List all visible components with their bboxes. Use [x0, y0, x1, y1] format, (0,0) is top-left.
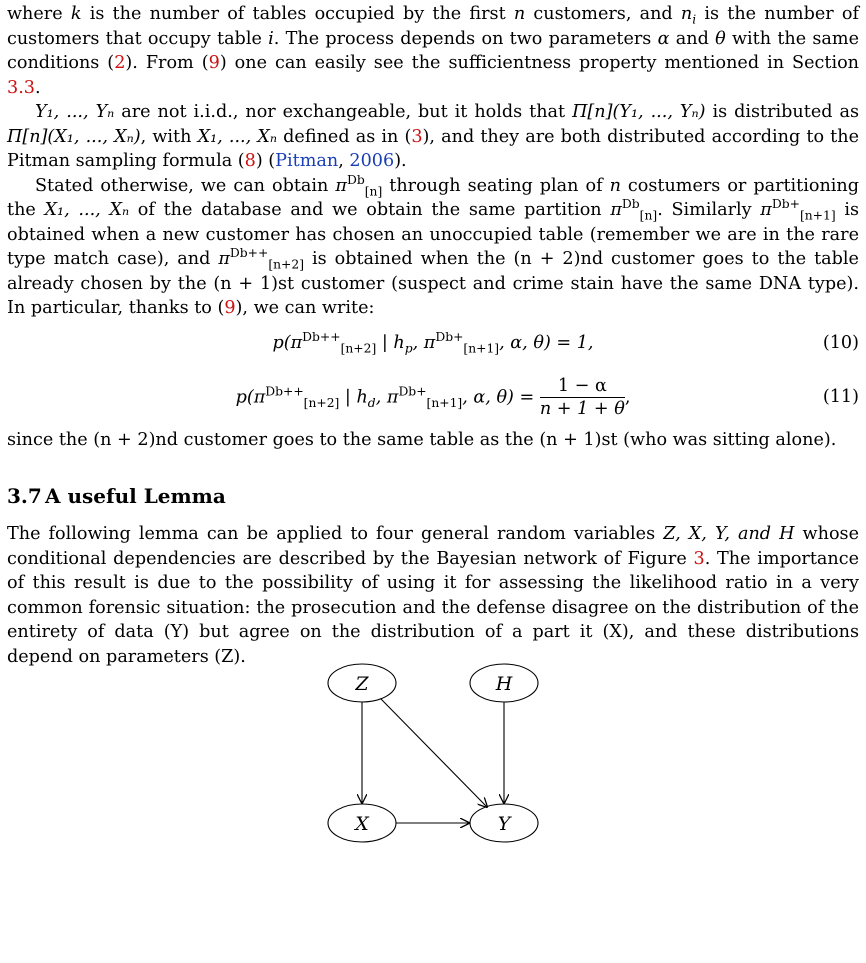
node-Y — [470, 804, 538, 842]
paragraph-4: since the (n + 2)nd customer goes to the same table as the (n + 1)st (who was sitting alone). — [7, 429, 837, 450]
equation-ref-link[interactable]: 3 — [411, 126, 423, 147]
section-number: 3.7 — [7, 484, 42, 508]
paragraph-1: where k is the number of tables occupied by the first n customers, and $n_i$ is the number of customers that occupy table i. The process depends on two parameters α and θ with the same conditions (2). From (9) one can easily see the sufficientness property mentioned in Section 3.3. — [7, 4, 860, 98]
edge-Z-Y — [381, 699, 487, 807]
svg-text:H: H — [495, 673, 513, 695]
citation-year-link[interactable]: 2006 — [349, 151, 395, 171]
section-heading — [7, 482, 859, 510]
equation-ref-link[interactable]: 9 — [224, 298, 236, 318]
equation-ref-link[interactable]: 9 — [208, 53, 220, 73]
node-Z — [328, 664, 396, 702]
equation-10 — [7, 327, 859, 361]
citation-link[interactable]: Pitman — [275, 151, 339, 171]
paragraph-3: Stated otherwise, we can obtain $\pi^{Db}_{[n]}$ through seating plan of n costumers or partitioning the X₁, ..., Xₙ of the database and we obtain the same partition $\pi^{Db}_{[n]}$. Similarly $\pi^{Db+}_{[n+1]}$ is obtained when a new customer has chosen an unoccupied table (remember we are in the rare type match case), and $\pi^{Db++}_{[n+2]}$ is obtained when the (n + 2)nd customer goes to the table already chosen by the (n + 1)st customer (suspect and crime stain have the same DNA type). In particular, thanks to (9), we can write: — [7, 172, 860, 318]
equation-11-body: $p(\pi^{Db++}_{[n+2]}$ | $h_d$, $\pi^{Db+}_{[n+1]}$, α, θ) = $\frac{1 - \alpha}{n + 1 + \theta}$ , — [235, 375, 631, 419]
equation-10-number: (10) — [822, 332, 859, 353]
fraction: $\frac{1 - \alpha}{n + 1 + \theta}$ — [539, 375, 625, 419]
node-X — [328, 804, 396, 842]
node-H — [470, 664, 538, 702]
equation-ref-link[interactable]: 2 — [114, 53, 126, 73]
section-title: A useful Lemma — [45, 484, 226, 508]
section-ref-link[interactable]: 3.3 — [7, 77, 35, 98]
svg-text:Z: Z — [355, 673, 369, 695]
svg-text:Y: Y — [497, 813, 511, 835]
figure-ref-link[interactable]: 3 — [693, 548, 705, 569]
equation-10-body: $p(\pi^{Db++}_{[n+2]}$ | $h_p$, $\pi^{Db+}_{[n+1]}$, α, θ) = 1, — [272, 329, 594, 356]
paragraph-5: The following lemma can be applied to four general random variables Z, X, Y, and H whose conditional dependencies are described by the Bayesian network of Figure 3. The importance of this result is due to the possibility of using it for assessing the likelihood ratio in a very common forensic situation: the prosecution and the defense disagree on the distribution of the entirety of data (Y) but agree on the distribution of a part it (X), and these distributions depend on parameters (Z). — [7, 524, 859, 667]
equation-11 — [7, 373, 859, 425]
svg-text:X: X — [355, 813, 369, 835]
equation-ref-link[interactable]: 8 — [244, 151, 256, 171]
paper-page — [7, 0, 859, 669]
paragraph-2: Y₁, ..., Yₙ are not i.i.d., nor exchangeable, but it holds that Π[n](Y₁, ..., Yₙ) is distributed as Π[n](X₁, ..., Xₙ), with X₁, ..., Xₙ defined as in (3), and they are both distributed according to the Pitman sampling formula (8) (Pitman, 2006). — [7, 102, 859, 171]
equation-11-number: (11) — [822, 386, 859, 407]
